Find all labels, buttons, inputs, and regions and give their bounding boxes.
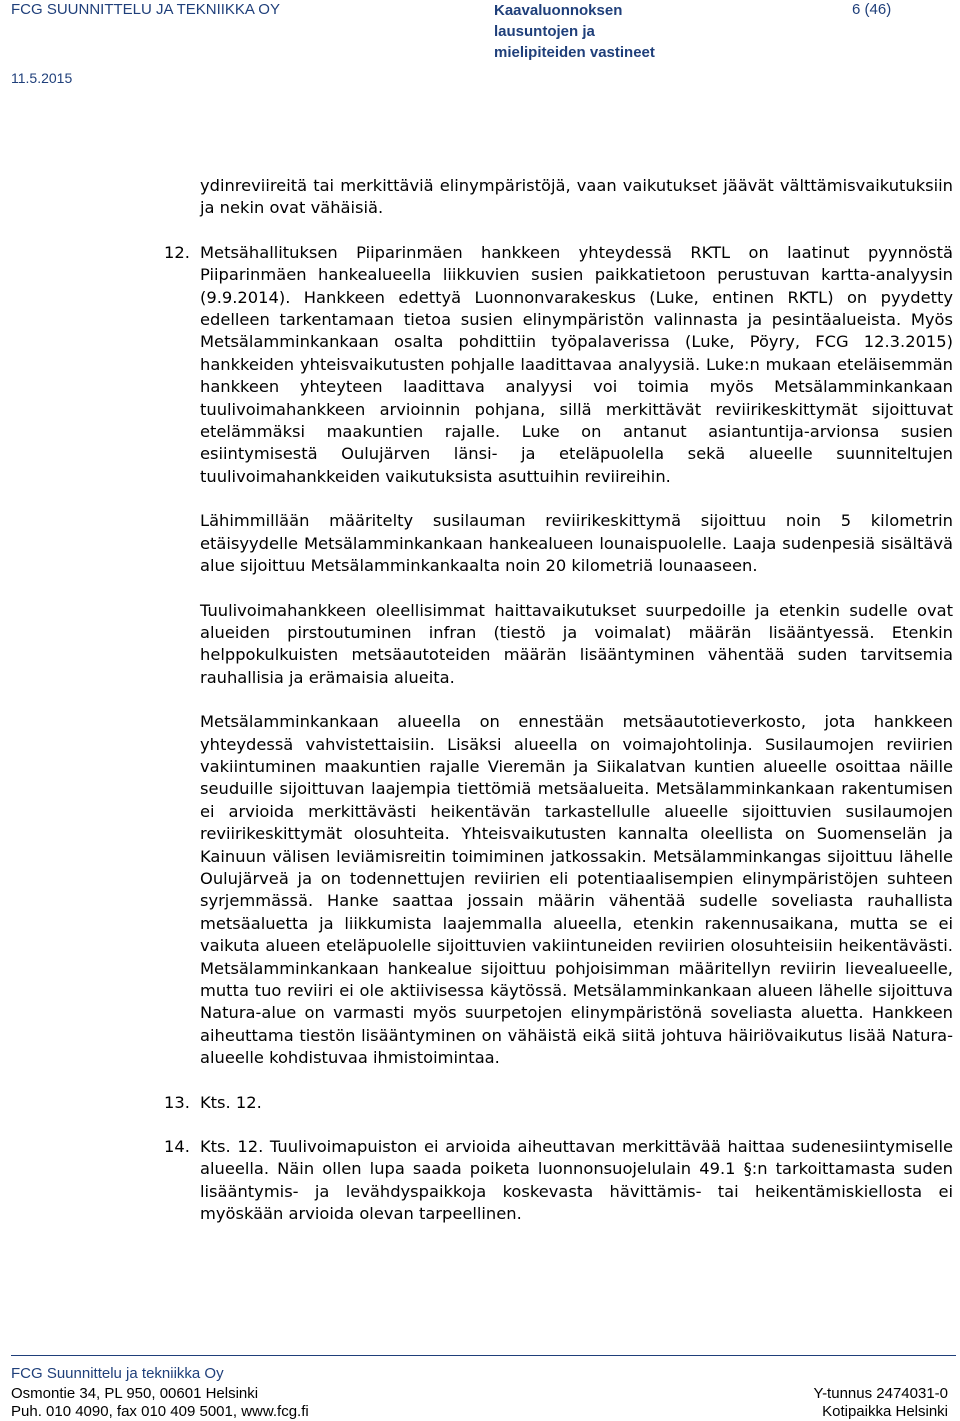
header-date: 11.5.2015 (11, 70, 73, 86)
footer-divider (11, 1355, 956, 1356)
header-document-title (494, 0, 655, 63)
header-title-line-3: mielipiteiden vastineet (494, 44, 655, 61)
item-12-paragraph-3: Tuulivoimahankkeen oleellisimmat haittavaikutukset suurpedoille ja etenkin sudelle ovat alueiden pirstoutuminen infran (tiestö ja voimalat) määrän lisääntyessä. Etenkin helppokulkuisten metsäautoteiden määrän lisääntyminen vähentää suden tarvitsemia rauhallisia ja erämaisia alueita. (200, 600, 953, 687)
list-number-13: 13. (164, 1092, 190, 1112)
item-13-text: Kts. 12. (200, 1092, 262, 1112)
header-page-number: 6 (46) (852, 1, 892, 18)
list-item-12 (164, 242, 953, 1070)
item-12-paragraph-1: Metsähallituksen Piiparinmäen hankkeen yhteydessä RKTL on laatinut pyynnöstä Piiparinmäen hankealueella liikkuvien susien paikkatietoon perustuvan kartta-analyysin (9.9.2014). Hankkeen edettyä Luonnonvarakeskus (Luke, entinen RKTL) on pyydetty edelleen tarkentamaan tietoa susien elinympäristön valinnasta ja pesintäalueista. Myös Metsälamminkankaan osalta pohdittiin työpalaverissa (Luke, Pöyry, FCG 12.3.2015) hankkeiden yhteisvaikutusten pohjalle laadittavaa analyysiä. Luke:n mukaan eteläisemmän hankkeen yhteyteen laadittava analyysi voi toimia myös Metsälamminkankaan tuulivoimahankkeen arvioinnin pohjana, sillä merkittävät reviirikeskittymät sijoittuvat etelämmäksi maakuntien rajalle. Luke on antanut asiantuntija-arvionsa susien esiintymisestä Oulujärven länsi- ja eteläpuolella sekä alueelle suunniteltujen tuulivoimahankkeiden vaikutuksista asuttuihin reviireihin. (200, 242, 953, 486)
list-item-13 (164, 1092, 953, 1114)
intro-paragraph: ydinreviireitä tai merkittäviä elinympäristöjä, vaan vaikutukset jäävät välttämisvaikutuksiin ja nekin ovat vähäisiä. (200, 176, 953, 218)
list-item-14 (164, 1136, 953, 1226)
header-title-line-1: Kaavaluonnoksen (494, 2, 623, 19)
item-12-paragraph-2: Lähimmillään määritelty susilauman reviirikeskittymä sijoittuu noin 5 kilometrin etäisyydelle Metsälamminkankaan hankealueen lounaispuolelle. Laaja sudenpesiä sisältävä alue sijoittuu Metsälamminkankaalta noin 20 kilometriä lounaaseen. (200, 511, 953, 576)
footer-domicile: Kotipaikka Helsinki (822, 1403, 948, 1420)
page-footer (0, 1335, 960, 1421)
page-header (0, 0, 960, 90)
footer-contact: Puh. 010 4090, fax 010 409 5001, www.fcg.fi (11, 1403, 309, 1420)
list-number-14: 14. (164, 1137, 190, 1157)
document-body (164, 175, 953, 1226)
header-company: FCG SUUNNITTELU JA TEKNIIKKA OY (11, 1, 280, 18)
footer-business-id: Y-tunnus 2474031-0 (813, 1385, 948, 1402)
list-number-12: 12. (164, 242, 190, 262)
footer-address: Osmontie 34, PL 950, 00601 Helsinki (11, 1385, 259, 1402)
item-14-text: Kts. 12. Tuulivoimapuiston ei arvioida aiheuttavan merkittävää haittaa sudenesiintymiselle alueella. Näin ollen lupa saada poiketa luonnonsuojelulain 49.1 §:n tarkoittamasta suden lisääntymis- ja levähdyspaikkoja koskevasta hävittämis- tai heikentämiskiellosta ei myöskään arvioida olevan tarpeellinen. (200, 1137, 953, 1224)
footer-company: FCG Suunnittelu ja tekniikka Oy (11, 1365, 224, 1382)
header-title-line-2: lausuntojen ja (494, 23, 595, 40)
item-12-paragraph-4: Metsälamminkankaan alueella on ennestään metsäautotieverkosto, jota hankkeen yhteydessä vahvistettaisiin. Lisäksi alueella on voimajohtolinja. Susilaumojen reviirien vakiintuminen maakuntien rajalle Vieremän ja Siikalatvan kuntien alueelle osoittaa näille seuduille sijoittuvan laajempia tiettömiä metsäalueita. Metsälamminkankaan rakentumisen ei arvioida merkittävästi heikentävän tarkastellulle alueelle sijoittuvien susilaumojen reviirikeskittymät olosuhteita. Yhteisvaikutusten kannalta oleellista on Suomenselän ja Kainuun välisen leviämisreitin toimiminen jatkossakin. Metsälamminkangas sijoittuu lähelle Oulujärveä ja on todennettujen reviirien eli potentiaalisempien elinympäristöjen suhteen syrjemmässä. Hanke saattaa jossain määrin vähentää sudelle soveliasta rauhallista metsäaluetta ja liikkumista laajemmalla alueella, etenkin rakennusaikana, mutta se ei vaikuta alueen eteläpuolelle sijoittuvien vakiintuneiden reviirien olosuhteisiin heikentävästi. Metsälamminkankaan hankealue sijoittuu pohjoisimman määritellyn reviirin lievealueelle, mutta tuo reviiri ei ole aktiivisessa käytössä. Metsälamminkankaan alueen lähelle sijoittuva Natura-alue on varmasti myös suurpetojen elinympäristönä soveliasta aluetta. Hankkeen aiheuttama tiestön lisääntyminen on vähäistä eikä siitä johtuva häiriövaikutus lisää Natura-alueelle kohdistuvaa ihmistoimintaa. (200, 712, 953, 1068)
